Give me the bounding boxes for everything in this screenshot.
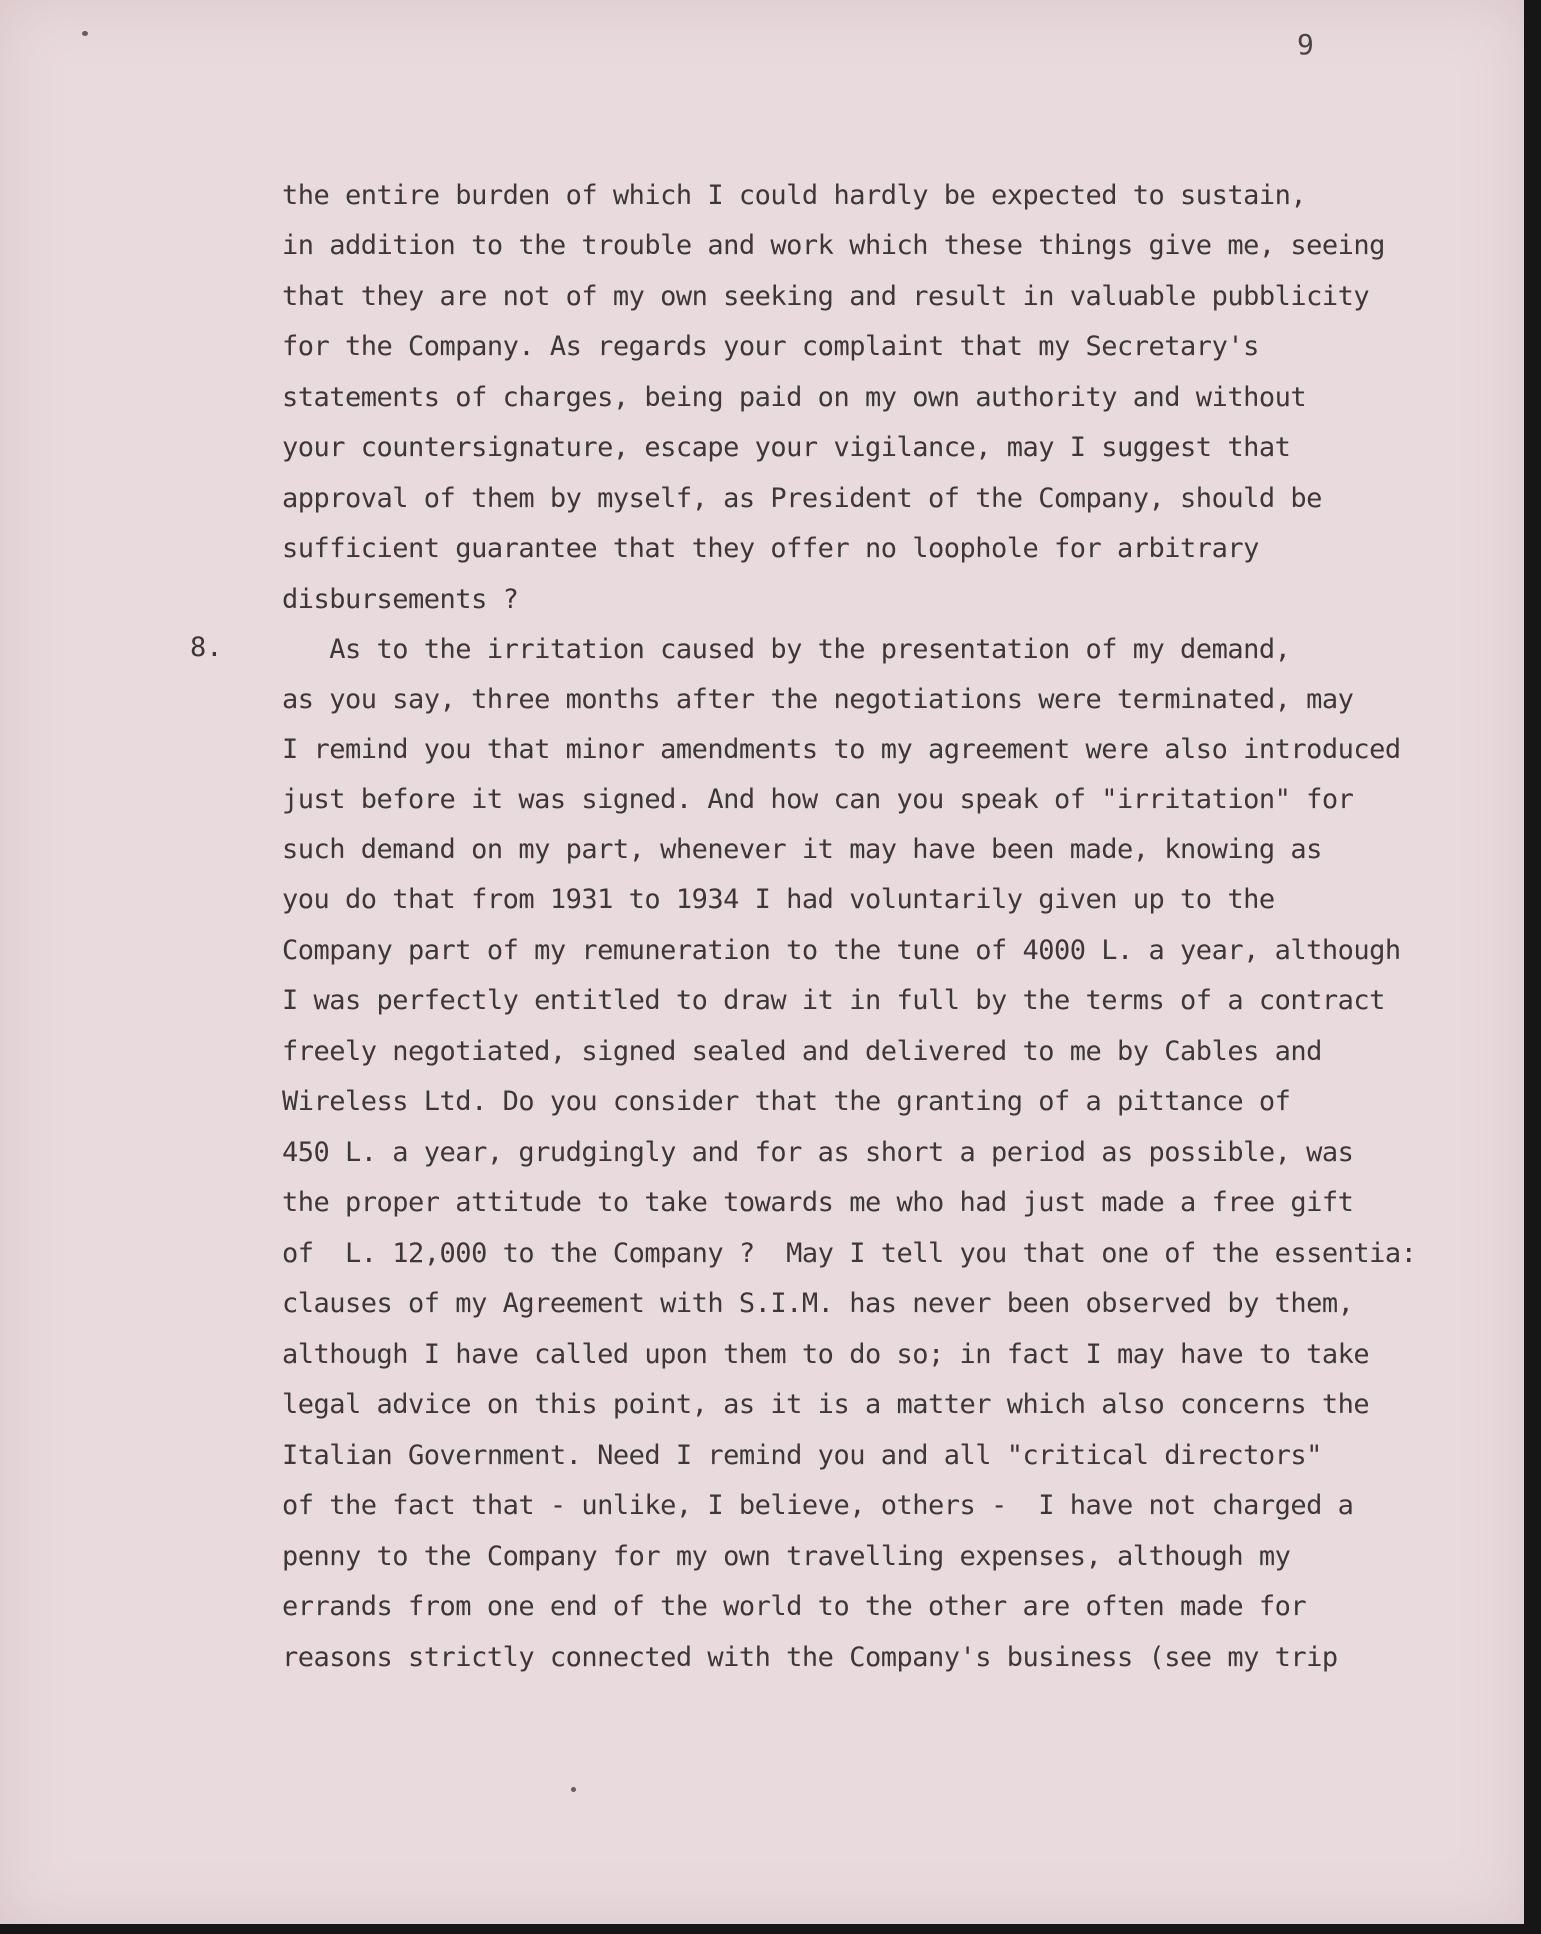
scan-border-right — [1524, 0, 1541, 1934]
text-line: your countersignature, escape your vigilance, may I suggest that — [282, 432, 1291, 463]
scan-border-bottom — [0, 1924, 1541, 1934]
text-line: you do that from 1931 to 1934 I had voluntarily given up to the — [282, 884, 1275, 915]
text-line: although I have called upon them to do so; in fact I may have to take — [282, 1339, 1370, 1370]
text-line: I remind you that minor amendments to my agreement were also introduced — [282, 734, 1401, 765]
text-line: that they are not of my own seeking and result in valuable pubblicity — [282, 281, 1370, 312]
text-line: clauses of my Agreement with S.I.M. has never been observed by them, — [282, 1288, 1354, 1319]
text-line: reasons strictly connected with the Company's business (see my trip — [282, 1642, 1338, 1673]
text-line: as you say, three months after the negotiations were terminated, may — [282, 684, 1354, 715]
text-line: freely negotiated, signed sealed and delivered to me by Cables and — [282, 1036, 1322, 1067]
text-line: legal advice on this point, as it is a matter which also concerns the — [282, 1389, 1370, 1420]
text-line: approval of them by myself, as President of the Company, should be — [282, 483, 1322, 514]
text-line: Italian Government. Need I remind you and all "critical directors" — [282, 1440, 1322, 1471]
paragraph-number: 8. — [190, 632, 223, 663]
text-line: such demand on my part, whenever it may have been made, knowing as — [282, 834, 1322, 865]
text-line: for the Company. As regards your complaint that my Secretary's — [282, 331, 1259, 362]
text-line: in addition to the trouble and work which these things give me, seeing — [282, 230, 1385, 261]
text-line: Company part of my remuneration to the tune of 4000 L. a year, although — [282, 935, 1401, 966]
text-line: disbursements ? — [282, 584, 519, 615]
text-line: penny to the Company for my own travelling expenses, although my — [282, 1541, 1291, 1572]
text-line: 450 L. a year, grudgingly and for as short a period as possible, was — [282, 1137, 1354, 1168]
text-line: the proper attitude to take towards me who had just made a free gift — [282, 1187, 1354, 1218]
text-line: of L. 12,000 to the Company ? May I tell you that one of the essentia: — [282, 1238, 1417, 1269]
paper-speck — [571, 1787, 576, 1792]
text-line: just before it was signed. And how can you speak of "irritation" for — [282, 784, 1354, 815]
text-line: statements of charges, being paid on my own authority and without — [282, 382, 1307, 413]
text-line: of the fact that - unlike, I believe, others - I have not charged a — [282, 1490, 1354, 1521]
text-line: Wireless Ltd. Do you consider that the granting of a pittance of — [282, 1086, 1291, 1117]
page-number: 9 — [1297, 28, 1314, 61]
text-line: sufficient guarantee that they offer no loophole for arbitrary — [282, 533, 1259, 564]
text-line: As to the irritation caused by the presentation of my demand, — [282, 634, 1291, 665]
paper-speck — [82, 31, 88, 36]
text-line: errands from one end of the world to the other are often made for — [282, 1591, 1307, 1622]
text-line: I was perfectly entitled to draw it in full by the terms of a contract — [282, 985, 1385, 1016]
text-line: the entire burden of which I could hardly be expected to sustain, — [282, 180, 1307, 211]
